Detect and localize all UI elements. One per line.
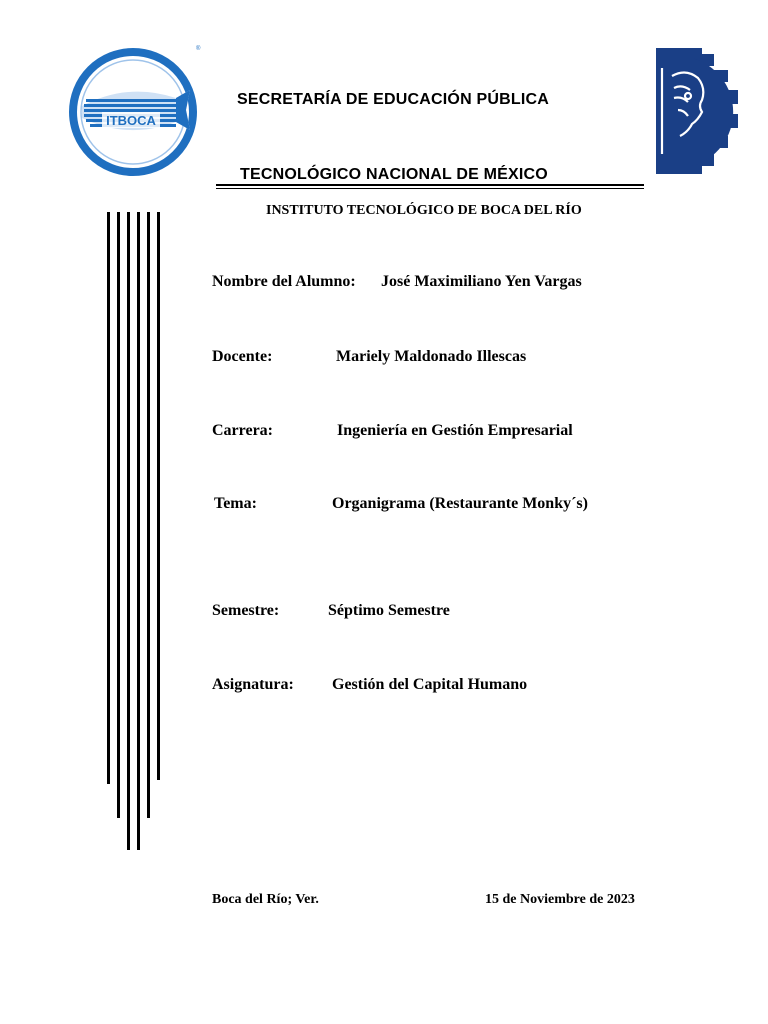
career-value: Ingeniería en Gestión Empresarial [337, 422, 573, 439]
sep-title: SECRETARÍA DE EDUCACIÓN PÚBLICA [237, 91, 549, 108]
topic-label: Tema: [214, 495, 257, 512]
decorative-vertical-line [157, 212, 160, 780]
header-rule-top [216, 184, 644, 186]
decorative-vertical-line [107, 212, 110, 784]
decorative-vertical-line [117, 212, 120, 818]
subject-label: Asignatura: [212, 676, 294, 693]
teacher-value: Mariely Maldonado Illescas [336, 348, 527, 365]
student-label: Nombre del Alumno: [212, 273, 356, 290]
footer-date: 15 de Noviembre de 2023 [485, 892, 635, 907]
itboca-logo [68, 44, 203, 179]
tecnm-title: TECNOLÓGICO NACIONAL DE MÉXICO [240, 166, 548, 183]
institute-name: INSTITUTO TECNOLÓGICO DE BOCA DEL RÍO [266, 203, 582, 218]
tecnm-logo [652, 48, 742, 174]
itboca-logo-text: ITBOCA [106, 113, 156, 128]
student-value: José Maximiliano Yen Vargas [381, 273, 582, 290]
footer-place: Boca del Río; Ver. [212, 892, 319, 907]
teacher-label: Docente: [212, 348, 273, 365]
decorative-vertical-line [147, 212, 150, 818]
tecnm-gear-emblem-icon [652, 48, 742, 174]
semester-label: Semestre: [212, 602, 280, 619]
fish-emblem-icon [68, 44, 203, 179]
semester-value: Séptimo Semestre [328, 602, 450, 619]
subject-value: Gestión del Capital Humano [332, 676, 528, 693]
topic-value: Organigrama (Restaurante Monky´s) [332, 495, 588, 512]
decorative-vertical-line [137, 212, 140, 850]
header-rule-bottom [216, 188, 644, 189]
career-label: Carrera: [212, 422, 273, 439]
svg-text:®: ® [196, 46, 201, 52]
decorative-vertical-line [127, 212, 130, 850]
